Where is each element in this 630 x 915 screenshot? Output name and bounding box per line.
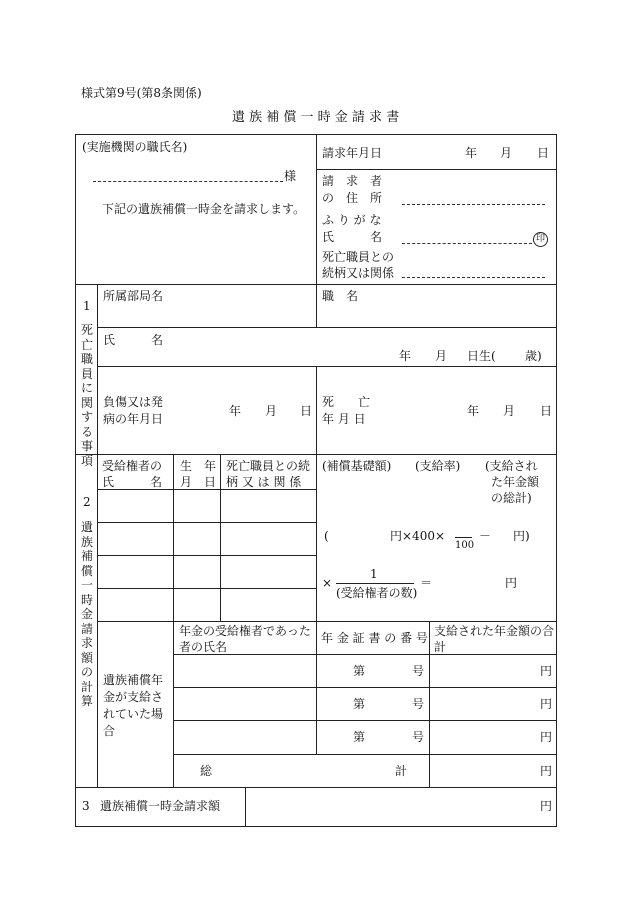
pension-yen-3: 円: [540, 730, 553, 744]
death-date-label-1: 死 亡: [322, 395, 371, 409]
date-year: 年: [465, 146, 478, 160]
formula-minus: －: [479, 529, 492, 543]
pension-yen-1: 円: [540, 664, 553, 678]
cert-go-3: 号: [412, 730, 425, 744]
formula-heir-count: (受給権者の数): [336, 586, 418, 600]
birth-year: 年: [399, 349, 412, 363]
heir-relation-header-2: 柄 又 は 関 係: [226, 475, 302, 489]
form-number: 様式第9号(第8条関係): [81, 86, 202, 100]
injury-date-label-1: 負傷又は発: [103, 395, 164, 409]
rate-label: (支給率): [415, 459, 461, 473]
section3-yen: 円: [540, 799, 553, 813]
formula-equals: ＝: [420, 576, 433, 590]
section2-side-label: 遺族補償一時金請求額の計算: [80, 520, 93, 708]
rule: [97, 588, 316, 589]
request-text: 下記の遺族補償一時金を請求します。: [102, 202, 306, 216]
relation-line[interactable]: [402, 277, 545, 278]
rule: [97, 284, 98, 787]
cert-number-header: 年 金 証 書 の 番 号: [321, 631, 428, 645]
formula-times: ×: [322, 576, 333, 590]
injury-day: 日: [300, 404, 313, 418]
formula-numerator: 1: [370, 567, 378, 581]
address-label-2: の 住 所: [322, 191, 383, 205]
dept-label: 所属部局名: [103, 289, 164, 303]
cert-dai-1: 第: [353, 664, 366, 678]
rule: [220, 454, 221, 621]
formula-yen-close: 円): [513, 529, 530, 543]
injury-month: 月: [265, 404, 278, 418]
heir-birth-header-1: 生 年: [180, 459, 217, 473]
rule: [429, 621, 430, 787]
birth-month: 月: [435, 349, 448, 363]
heir-name-header-1: 受給権者の: [102, 459, 163, 473]
heir-birth-header-2: 月 日: [180, 475, 217, 489]
rule: [316, 284, 317, 327]
pension-case-text: 遺族補償年金が支給されていた場合: [103, 673, 164, 738]
rule: [97, 555, 316, 556]
death-year: 年: [467, 404, 480, 418]
rule: [97, 327, 557, 328]
section3-number: 3: [82, 799, 90, 813]
seal-mark: 印: [533, 232, 548, 247]
death-day: 日: [540, 404, 553, 418]
rule: [245, 787, 246, 826]
section2-number: 2: [83, 495, 91, 509]
grand-total-sou: 総: [200, 764, 213, 778]
rule: [97, 522, 316, 523]
injury-date-label-2: 病の年月日: [103, 412, 164, 426]
rule: [556, 134, 557, 826]
rule: [316, 621, 317, 754]
rule: [173, 687, 557, 688]
address-label-1: 請 求 者: [322, 174, 383, 188]
cert-dai-2: 第: [353, 697, 366, 711]
formula-yen: 円: [505, 576, 518, 590]
rule: [75, 134, 76, 826]
death-date-label-2: 年 月 日: [322, 412, 366, 426]
document-title: 遺 族 補 償 一 時 金 請 求 書: [232, 110, 400, 125]
date-day: 日: [537, 146, 550, 160]
formula-denominator: 100: [455, 540, 475, 551]
address-line[interactable]: [402, 204, 545, 205]
formula-yen400: 円×400×: [390, 529, 446, 543]
base-amount-label: (補償基礎額): [322, 459, 392, 473]
rule: [75, 787, 557, 788]
pension-name-header: 年金の受給権者であった者の氏名: [179, 624, 311, 654]
grand-total-kei: 計: [395, 764, 408, 778]
agency-head-label: (実施機関の職氏名): [82, 140, 188, 154]
date-month: 月: [500, 146, 513, 160]
grand-total-yen: 円: [540, 764, 553, 778]
pension-total-header: 支給された年金額の合計: [434, 624, 555, 654]
rule: [316, 169, 557, 170]
pension-yen-2: 円: [540, 697, 553, 711]
relation-label-2: 続柄又は関係: [322, 266, 395, 280]
heir-relation-header-1: 死亡職員との続: [226, 459, 311, 473]
claimant-name-line[interactable]: [402, 243, 532, 244]
post-label: 職 名: [322, 289, 359, 303]
rule: [316, 366, 317, 454]
formula-fraction-line-2: [336, 583, 414, 584]
section1-side-label: 死亡職員に関する事項: [80, 323, 93, 468]
rule: [316, 134, 317, 284]
claimant-name-label: 氏 名: [322, 230, 383, 244]
death-month: 月: [503, 404, 516, 418]
date-label: 請求年月日: [322, 146, 383, 160]
paid-total-label-3: の総計): [491, 491, 532, 505]
sama-label: 様: [284, 169, 297, 183]
formula-fraction-line: [455, 537, 472, 538]
paid-total-label-1: (支給され: [485, 459, 538, 473]
rule: [173, 720, 557, 721]
deceased-name-label: 氏 名: [103, 333, 164, 347]
cert-go-2: 号: [412, 697, 425, 711]
agency-head-line[interactable]: [93, 181, 283, 182]
injury-year: 年: [229, 404, 242, 418]
rule: [173, 754, 557, 755]
rule: [97, 621, 557, 622]
paid-total-label-2: た年金額: [491, 475, 540, 489]
age-label: 歳): [525, 349, 542, 363]
rule: [316, 454, 317, 621]
rule: [97, 489, 316, 490]
birth-day-born: 日生(: [467, 349, 496, 363]
heir-name-header-2: 氏 名: [102, 475, 163, 489]
cert-go-1: 号: [412, 664, 425, 678]
cert-dai-3: 第: [353, 730, 366, 744]
relation-label-1: 死亡職員との: [322, 250, 395, 264]
section3-label: 遺族補償一時金請求額: [100, 799, 221, 813]
section1-number: 1: [83, 299, 91, 313]
rule: [75, 826, 557, 827]
furigana-label: ふ り が な: [322, 213, 382, 227]
rule: [173, 454, 174, 787]
rule: [97, 366, 557, 367]
formula-open-paren: (: [324, 529, 329, 543]
